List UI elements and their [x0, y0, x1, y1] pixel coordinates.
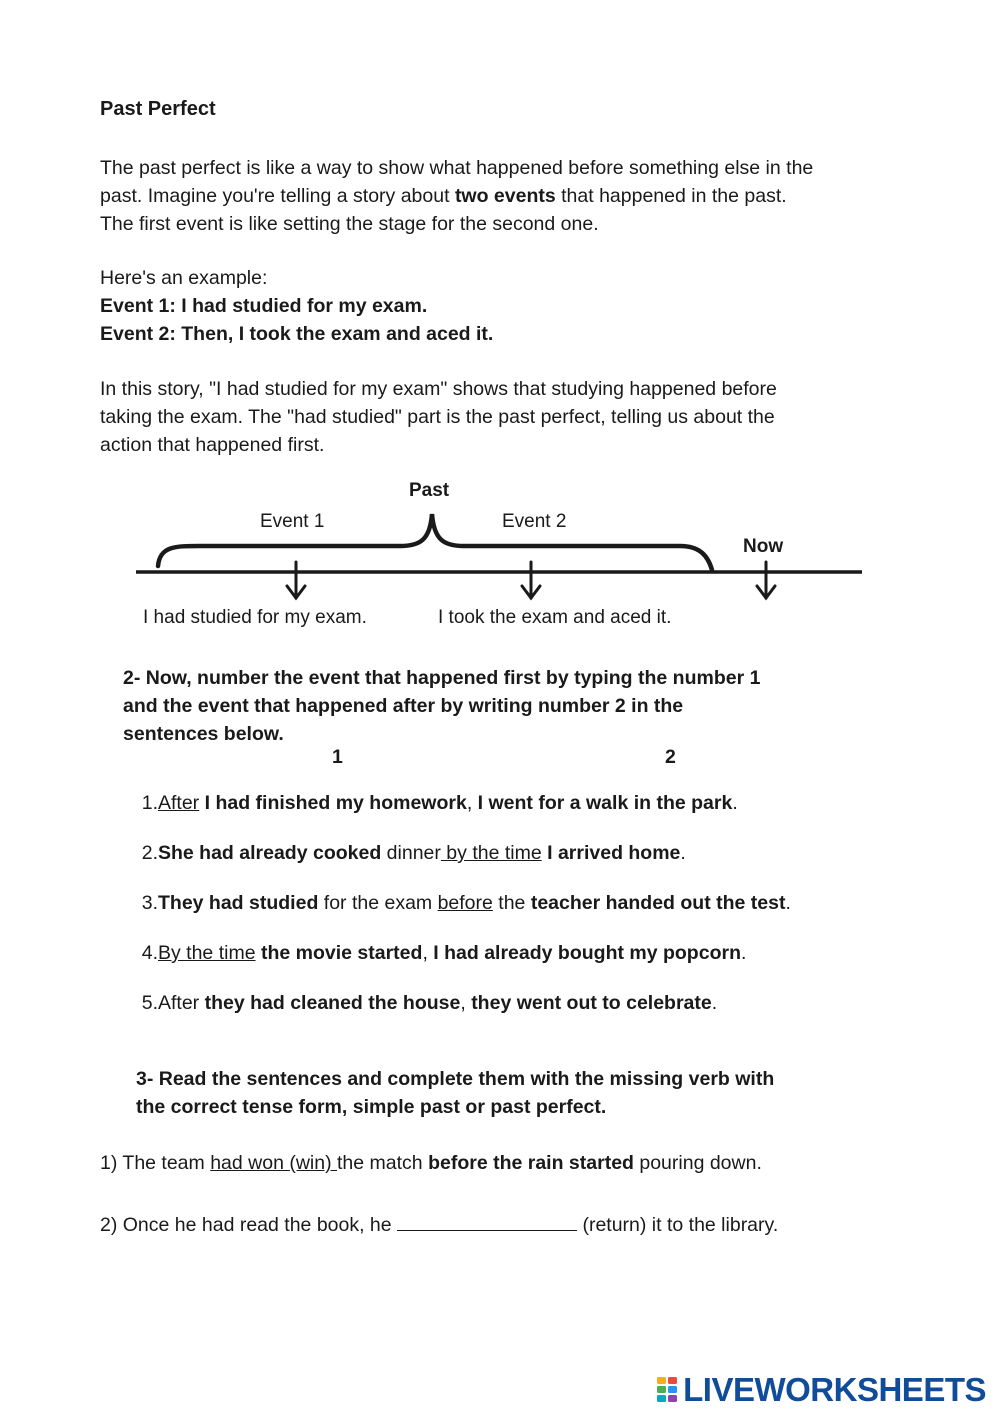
exercise-item-5[interactable]: 5.After they had cleaned the house, they went out to celebrate.: [141, 992, 718, 1014]
answer-1[interactable]: had won (win): [210, 1152, 338, 1174]
exercise-item-2[interactable]: 2.She had already cooked dinner by the time I arrived home.: [141, 842, 686, 864]
timeline-past-label: Past: [409, 480, 450, 501]
example-block: [100, 264, 960, 348]
intro-line: The past perfect is like a way to show what happened before something else in the: [100, 157, 814, 179]
timeline-event-2-caption: I took the exam and aced it.: [438, 607, 672, 628]
intro-line: The first event is like setting the stage for the second one.: [100, 213, 599, 235]
arrow-event-2: [522, 562, 540, 598]
exercise-item-1[interactable]: 1.After I had finished my homework, I went for a walk in the park.: [141, 792, 738, 814]
answer-blank-2[interactable]: [397, 1212, 577, 1231]
fill-in-sentence-2: 2) Once he had read the book, he (return) it to the library.: [100, 1214, 779, 1236]
fill-in-sentence-1: 1) The team had won (win) the match before the rain started pouring down.: [100, 1152, 762, 1174]
explanation-paragraph: [100, 375, 960, 459]
example-lead: Here's an example:: [100, 267, 268, 289]
explain-line: In this story, "I had studied for my exam" shows that studying happened before: [100, 378, 777, 400]
event-1-text: Event 1: I had studied for my exam.: [100, 295, 428, 317]
arrow-event-1: [287, 562, 305, 598]
arrow-now: [757, 562, 775, 598]
timeline-now-label: Now: [743, 536, 784, 557]
timeline-event-1-caption: I had studied for my exam.: [143, 607, 367, 628]
liveworksheets-logo: [657, 1372, 986, 1408]
exercise-item-4[interactable]: 4.By the time the movie started, I had already bought my popcorn.: [141, 942, 747, 964]
column-header-1: 1: [332, 746, 343, 768]
section-2-instruction: 2- Now, number the event that happened first by typing the number 1 and the event that happened after by writing number 2 in the sentences below.: [123, 667, 761, 745]
explain-line: action that happened first.: [100, 434, 325, 456]
explain-line: taking the exam. The "had studied" part is the past perfect, telling us about the: [100, 406, 775, 428]
exercise-item-3[interactable]: 3.They had studied for the exam before the teacher handed out the test.: [141, 892, 791, 914]
timeline-event-2-label: Event 2: [502, 511, 567, 532]
logo-text: LIVEWORKSHEETS: [683, 1371, 986, 1408]
timeline-brace: [158, 514, 712, 570]
event-2-text: Event 2: Then, I took the exam and aced it.: [100, 323, 494, 345]
intro-line: past. Imagine you're telling a story about two events that happened in the past.: [100, 185, 787, 207]
timeline-event-1-label: Event 1: [260, 511, 325, 532]
column-header-2: 2: [665, 746, 676, 768]
page-title: Past Perfect: [100, 98, 216, 120]
intro-paragraph: [100, 154, 960, 238]
logo-mark-icon: [657, 1375, 679, 1405]
section-3-instruction: 3- Read the sentences and complete them with the missing verb with the correct tense form, simple past or past perfect.: [136, 1068, 775, 1118]
